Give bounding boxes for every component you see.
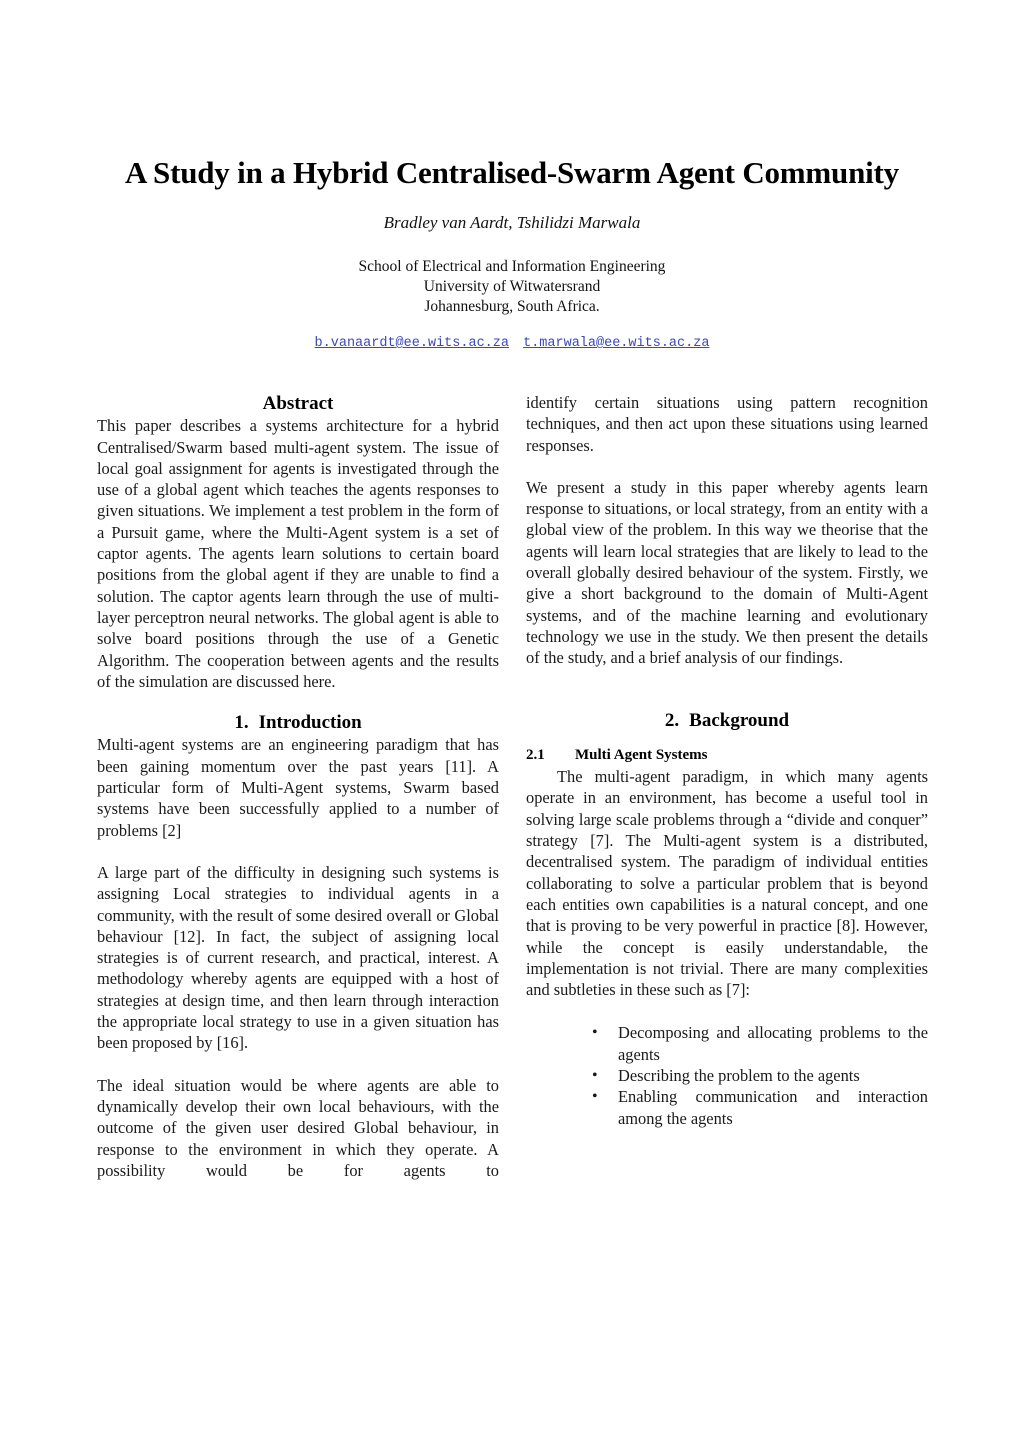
affiliation-location: Johannesburg, South Africa.: [424, 298, 600, 315]
list-item: [526, 1065, 928, 1086]
list-item-text: Enabling communication and interaction among the agents: [618, 1087, 928, 1128]
list-item: [526, 1086, 928, 1129]
subsection-heading-multi-agent: [526, 745, 928, 766]
intro-paragraph-3: The ideal situation would be where agents are able to dynamically develop their own local behaviours, with the outcome of the given user desired Global behaviour, in response to the environment in which they operate. A possibility would be for agents to: [97, 1075, 499, 1180]
left-column: [97, 392, 499, 1181]
subsection-number: 2.1: [526, 746, 545, 763]
paper-authors: Bradley van Aardt, Tshilidzi Marwala: [383, 213, 641, 232]
right-column: [526, 392, 928, 1129]
abstract-text: This paper describes a systems architecture for a hybrid Centralised/Swarm based multi-agent system. The issue of local goal assignment for agents is investigated through the use of a global agent which teaches the agents responses to given situations. We implement a test problem in the form of a Pursuit game, where the Multi-Agent system is a set of captor agents. The agents learn solutions to certain board positions from the global agent if they are unable to find a solution. The captor agents learn through the use of multi-layer perceptron neural networks. The global agent is able to solve board positions through the use of a Genetic Algorithm. The cooperation between agents and the results of the simulation are discussed here.: [97, 416, 499, 691]
subsection-title: Multi Agent Systems: [575, 746, 708, 763]
background-heading: [526, 710, 928, 731]
section-title: Introduction: [258, 712, 362, 734]
introduction-heading: [97, 712, 499, 733]
email-links: [0, 336, 1024, 351]
intro-paragraph-1: Multi-agent systems are an engineering paradigm that has been gaining momentum over the past years [11]. A particular form of Multi-Agent systems, Swarm based systems have been successfully applied to a number of problems [2]: [97, 735, 499, 840]
abstract-heading: Abstract: [262, 393, 334, 414]
bullet-list: [526, 1022, 928, 1128]
bullet-icon: •: [592, 1024, 598, 1042]
email-link-van-aardt[interactable]: b.vanaardt@ee.wits.ac.za: [314, 336, 509, 351]
intro-paragraph-4: We present a study in this paper whereby agents learn response to situations, or local strategy, from an entity with a global view of the problem. In this way we theorise that the agents will learn local strategies that are likely to lead to the overall globally desired behaviour of the system. Firstly, we give a short background to the domain of Multi-Agent systems, and of the machine learning and evolutionary technology we use in the study. We then present the details of the study, and a brief analysis of our findings.: [526, 477, 928, 668]
section-number: 1.: [234, 712, 249, 734]
bullet-icon: •: [592, 1088, 598, 1106]
list-item-text: Decomposing and allocating problems to the agents: [618, 1023, 928, 1064]
section-number: 2.: [664, 709, 680, 731]
multi-agent-paragraph: The multi-agent paradigm, in which many agents operate in an environment, has become a useful tool in solving large scale problems through a “divide and conquer” strategy [7]. The Multi-agent system is a distributed, decentralised system. The paradigm of individual entities collaborating to solve a particular problem that is beyond each entities own capabilities is a natural concept, and one that is proving to be very powerful in practice [8]. However, while the concept is easily understandable, the implementation is not trivial. There are many complexities and subtleties in these such as [7]:: [526, 767, 928, 1000]
affiliation-school: School of Electrical and Information Engineering: [358, 258, 666, 275]
intro-paragraph-3-continued: identify certain situations using pattern recognition techniques, and then act upon these situations using learned responses.: [526, 393, 928, 455]
list-item: [526, 1022, 928, 1065]
list-item-text: Describing the problem to the agents: [618, 1066, 860, 1086]
intro-paragraph-2: A large part of the difficulty in designing such systems is assigning Local strategies to individual agents in a community, with the result of some desired overall or Global behaviour [12]. In fact, the subject of assigning local strategies is of current research, and practical, interest. A methodology whereby agents are equipped with a host of strategies at design time, and then learn through interaction the appropriate local strategy to use in a given situation has been proposed by [16].: [97, 862, 499, 1053]
paper-title: A Study in a Hybrid Centralised-Swarm Agent Community: [125, 155, 899, 190]
affiliation-university: University of Witwatersrand: [423, 278, 601, 295]
section-title: Background: [689, 709, 790, 731]
email-link-marwala[interactable]: t.marwala@ee.wits.ac.za: [523, 336, 710, 351]
affiliation-block: [0, 257, 1024, 317]
bullet-icon: •: [592, 1067, 598, 1085]
